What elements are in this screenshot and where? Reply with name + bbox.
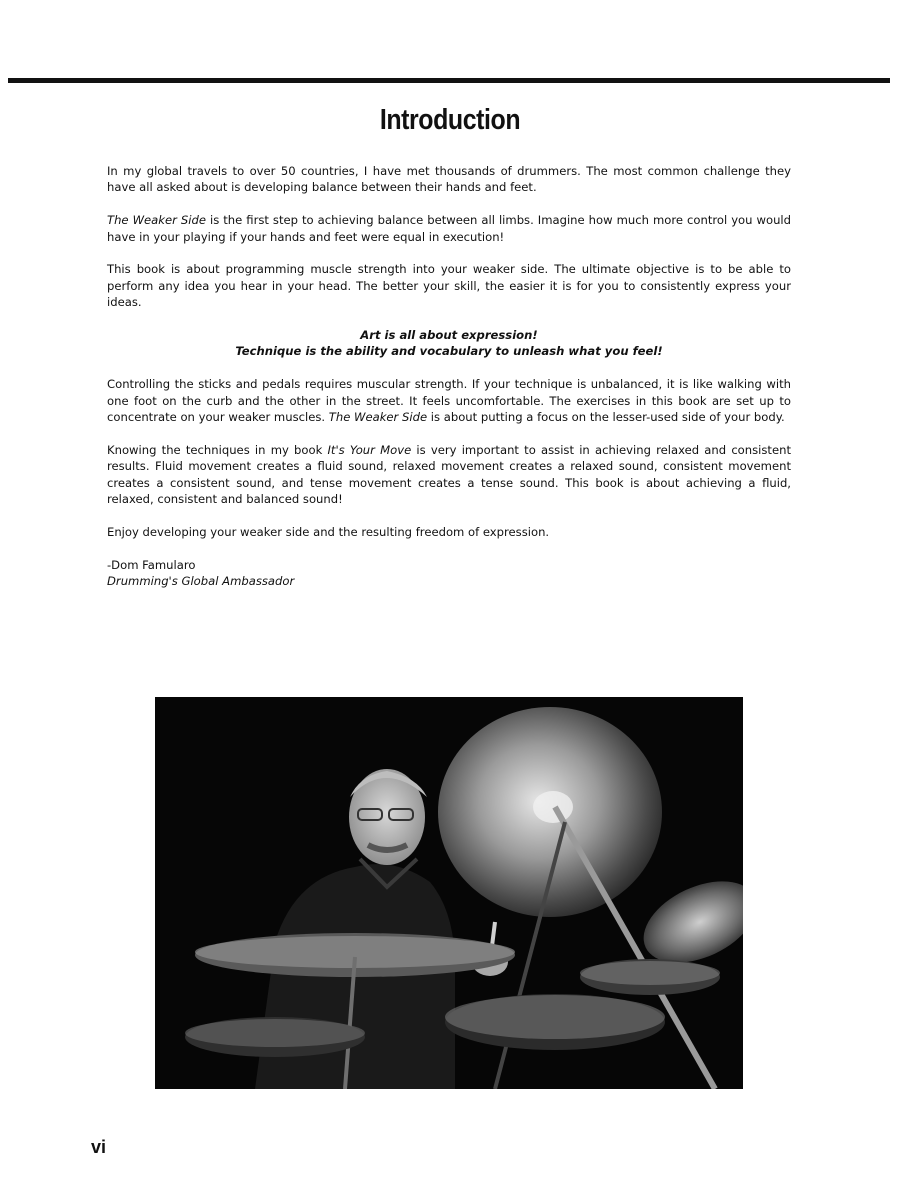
page-title: Introduction [379,104,521,136]
page-number: vi [91,1137,107,1157]
body-paragraph [107,524,791,540]
signature-name: -Dom Famularo [107,557,196,572]
drummer-photo-illustration [155,697,743,1089]
signature [107,557,791,590]
body-paragraph [107,212,791,245]
paragraphs-before-quote [107,163,791,311]
text-segment: Controlling the sticks and pedals requires muscular strength. If your technique is unbalanced, it is like walking with one foot on the curb and the other in the street. It feels uncomfortable. The exercises in this book are set up to concentrate on your weaker muscles. [107,377,791,425]
italic-text: It's Your Move [327,442,412,457]
italic-text: The Weaker Side [107,213,206,228]
quote-line-2: Technique is the ability and vocabulary to unleash what you feel! [235,344,663,359]
text-segment: This book is about programming muscle strength into your weaker side. The ultimate objective is to be able to perform any idea you hear in your head. The better your skill, the easier it is for you to consistently express your ideas. [107,262,791,310]
paragraphs-after-quote [107,376,791,540]
body-paragraph [107,261,791,310]
text-segment: is the first step to achieving balance between all limbs. Imagine how much more control you would have in your playing if your hands and feet were equal in execution! [107,213,791,244]
text-segment: In my global travels to over 50 countries, I have met thousands of drummers. The most common challenge they have all asked about is developing balance between their hands and feet. [107,164,791,195]
body-paragraph [107,442,791,508]
drummer-photo [155,697,743,1089]
pull-quote [107,327,791,360]
body-paragraph [107,376,791,425]
quote-line-1: Art is all about expression! [360,328,538,343]
top-rule [8,78,890,83]
body-paragraph [107,163,791,196]
italic-text: The Weaker Side [328,410,428,425]
text-segment: is about putting a focus on the lesser-used side of your body. [427,410,785,425]
text-segment: Knowing the techniques in my book [107,442,328,457]
text-segment: is very important to assist in achieving relaxed and consistent results. Fluid movement creates a fluid sound, relaxed movement creates a relaxed sound, consistent movement creates a consistent sound, and tense movement creates a tense sound. This book is about achieving a fluid, relaxed, consistent and balanced sound! [107,442,792,507]
text-segment: Enjoy developing your weaker side and the resulting freedom of expression. [107,524,550,539]
body-text [107,163,791,589]
signature-tagline: Drumming's Global Ambassador [107,574,295,589]
